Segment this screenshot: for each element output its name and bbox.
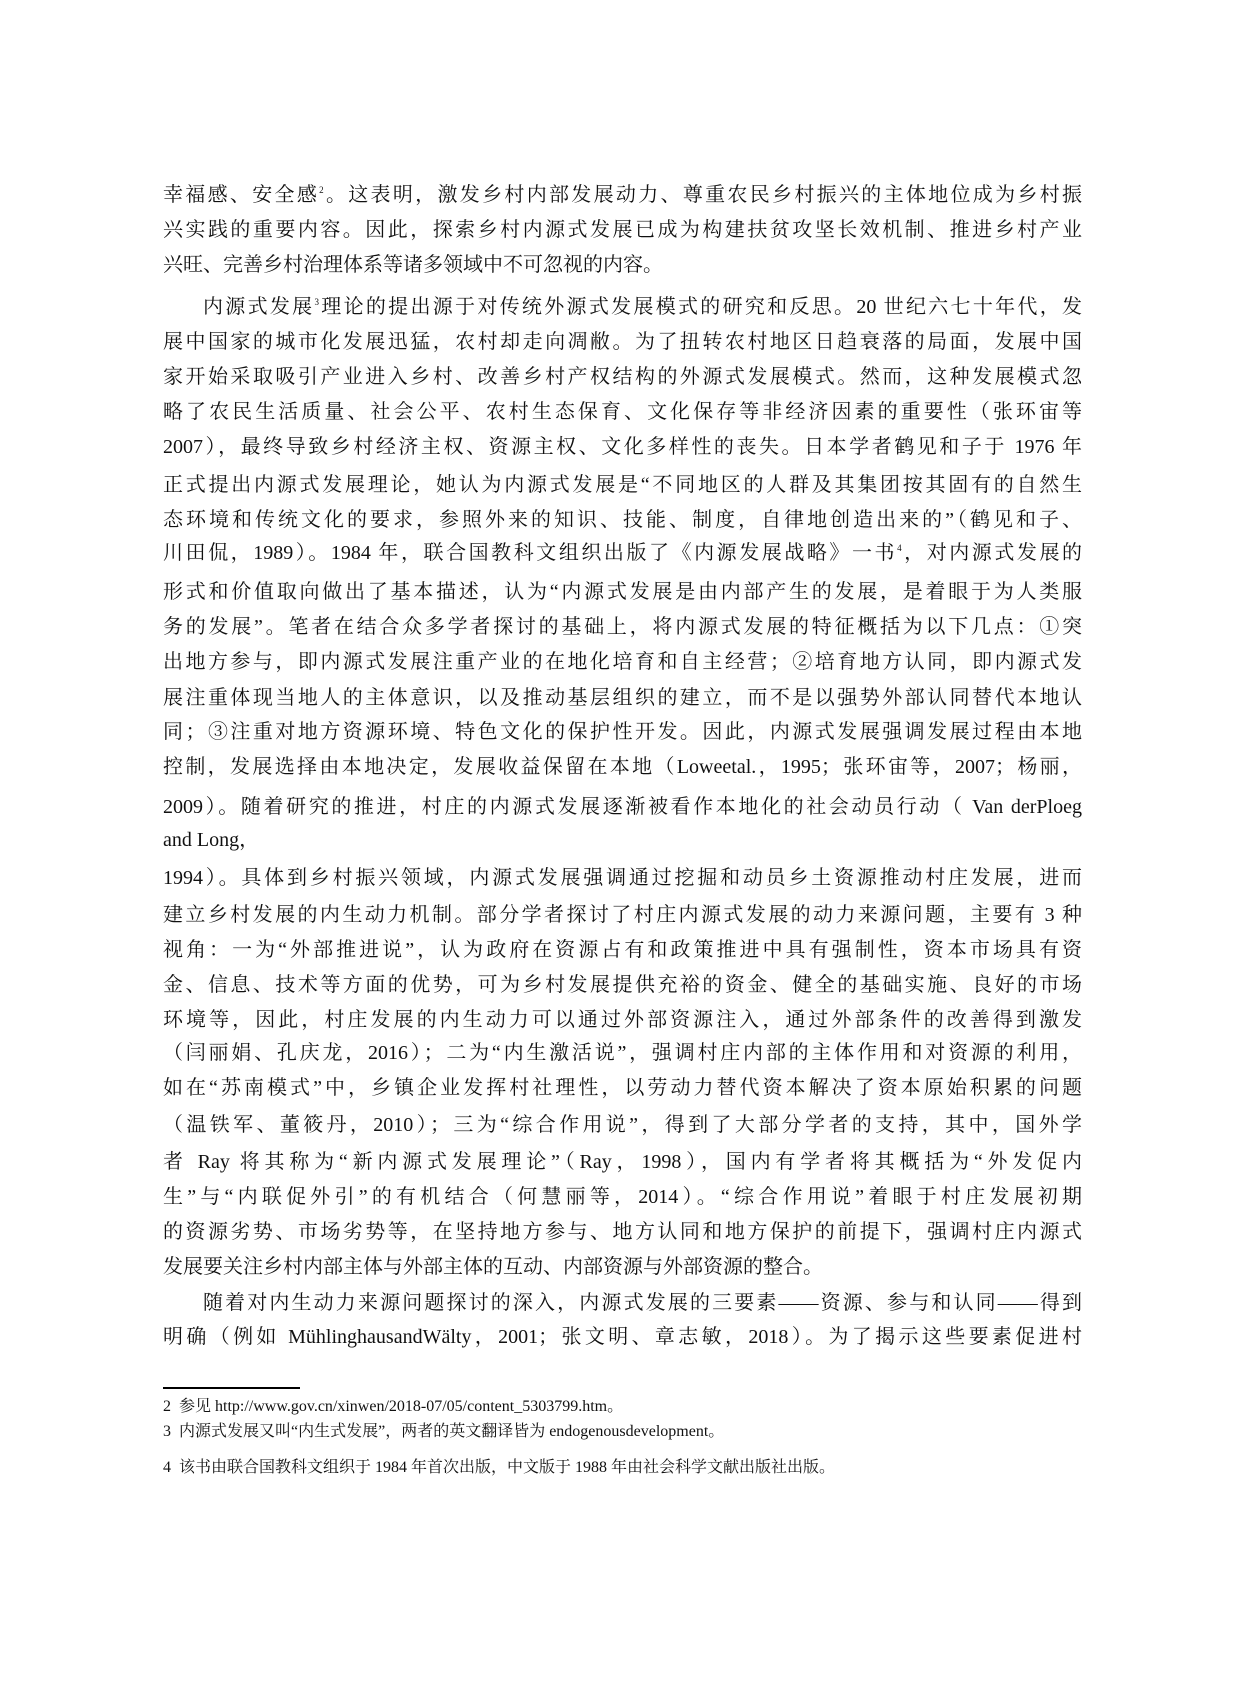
footnote-text: 参见 http://www.gov.cn/xinwen/2018-07/05/content_5303799.htm。 xyxy=(179,1398,624,1415)
line-text: 展注重体现当地人的主体意识，以及推动基层组织的建立，而不是以强势外部认同替代本地认 xyxy=(163,687,1082,709)
footnote-reference[interactable]: 4 xyxy=(897,543,902,553)
line-text: ，对内源式发展的 xyxy=(901,542,1083,564)
paragraph-2-line xyxy=(163,755,1082,779)
paragraph-2-line xyxy=(163,795,1082,819)
line-text: 的资源劣势、市场劣势等，在坚持地方参与、地方认同和地方保护的前提下，强调村庄内源式 xyxy=(163,1221,1082,1243)
footnote-reference[interactable]: 3 xyxy=(314,297,319,307)
paragraph-1-line xyxy=(163,183,1082,207)
line-text: （温铁军、董筱丹，2010）；三为“综合作用说”，得到了大部分学者的支持，其中，国外学 xyxy=(163,1114,1082,1136)
paragraph-2-line xyxy=(163,580,1082,604)
paragraph-2-line xyxy=(163,508,1082,532)
paragraph-3-line xyxy=(163,1150,1082,1174)
line-text: 家开始采取吸引产业进入乡村、改善乡村产权结构的外源式发展模式。然而，这种发展模式忽 xyxy=(163,366,1082,388)
paragraph-4-line xyxy=(203,1291,1082,1315)
line-text: 正式提出内源式发展理论，她认为内源式发展是“不同地区的人群及其集团按其固有的自然生 xyxy=(163,474,1082,496)
line-text: 略了农民生活质量、社会公平、农村生态保育、文化保存等非经济因素的重要性（张环宙等 xyxy=(163,401,1082,423)
line-text: 兴旺、完善乡村治理体系等诸多领域中不可忽视的内容。 xyxy=(163,254,663,276)
footnote-separator xyxy=(163,1387,300,1389)
paragraph-1-line xyxy=(163,218,1082,242)
paragraph-2-line xyxy=(163,720,1082,744)
footnote xyxy=(163,1397,623,1417)
line-text: 。这表明，激发乡村内部发展动力、尊重农民乡村振兴的主体地位成为乡村振 xyxy=(323,184,1083,206)
paragraph-3-line xyxy=(163,1076,1082,1100)
line-text: 理论的提出源于对传统外源式发展模式的研究和反思。20 世纪六七十年代，发 xyxy=(318,296,1083,318)
paragraph-3-line xyxy=(163,903,1082,927)
line-text: 2009）。随着研究的推进，村庄的内源式发展逐渐被看作本地化的社会动员行动（ Van derPloeg xyxy=(163,796,1082,818)
line-text: 视角：一为“外部推进说”，认为政府在资源占有和政策推进中具有强制性，资本市场具有资 xyxy=(163,939,1082,961)
line-text: 金、信息、技术等方面的优势，可为乡村发展提供充裕的资金、健全的基础实施、良好的市场 xyxy=(163,974,1082,996)
paragraph-2-line xyxy=(163,686,1082,710)
footnote-number: 2 xyxy=(163,1398,171,1415)
footnote-number: 3 xyxy=(163,1423,171,1440)
paragraph-2-line xyxy=(163,435,1082,459)
line-text: 建立乡村发展的内生动力机制。部分学者探讨了村庄内源式发展的动力来源问题，主要有 3 种 xyxy=(163,904,1082,926)
footnote-number: 4 xyxy=(163,1459,171,1476)
line-text: 展中国家的城市化发展迅猛，农村却走向凋敝。为了扭转农村地区日趋衰落的局面，发展中国 xyxy=(163,331,1082,353)
paragraph-3-line xyxy=(163,973,1082,997)
paragraph-3-line xyxy=(163,1008,1082,1032)
paragraph-3-line xyxy=(163,1220,1082,1244)
line-text: 同；③注重对地方资源环境、特色文化的保护性开发。因此，内源式发展强调发展过程由本地 xyxy=(163,721,1082,743)
line-text: 内源式发展 xyxy=(203,296,315,318)
line-text: 控制，发展选择由本地决定，发展收益保留在本地（Loweetal.，1995；张环宙等，2007；杨丽， xyxy=(163,756,1082,778)
line-text: 环境等，因此，村庄发展的内生动力可以通过外部资源注入，通过外部条件的改善得到激发 xyxy=(163,1009,1082,1031)
line-text: 幸福感、安全感 xyxy=(163,184,320,206)
paragraph-3-line xyxy=(163,938,1082,962)
line-text: 明确（例如 MühlinghausandWälty，2001；张文明、章志敏，2018）。为了揭示这些要素促进村 xyxy=(163,1326,1082,1348)
paragraph-2-line xyxy=(163,541,1082,565)
line-text: 发展要关注乡村内部主体与外部主体的互动、内部资源与外部资源的整合。 xyxy=(163,1256,823,1278)
paragraph-1-line xyxy=(163,253,1082,277)
line-text: 态环境和传统文化的要求，参照外来的知识、技能、制度，自律地创造出来的”（鹤见和子、 xyxy=(163,509,1082,531)
paragraph-3-line xyxy=(163,1041,1082,1065)
line-text: 如在“苏南模式”中，乡镇企业发挥村社理性，以劳动力替代资本解决了资本原始积累的问题 xyxy=(163,1077,1082,1099)
paragraph-2-line xyxy=(163,330,1082,354)
paragraph-2-line xyxy=(163,615,1082,639)
line-text: 生”与“内联促外引”的有机结合（何慧丽等，2014）。“综合作用说”着眼于村庄发展初期 xyxy=(163,1186,1082,1208)
paragraph-4-line xyxy=(163,1325,1082,1349)
paragraph-2-line xyxy=(163,650,1082,674)
line-text: 2007），最终导致乡村经济主权、资源主权、文化多样性的丧失。日本学者鹤见和子于 1976 年 xyxy=(163,436,1082,458)
paragraph-3-line xyxy=(163,1255,1082,1279)
line-text: 川田侃，1989）。1984 年，联合国教科文组织出版了《内源发展战略》一书 xyxy=(163,542,898,564)
paragraph-2-line xyxy=(163,400,1082,424)
footnote-text: 该书由联合国教科文组织于 1984 年首次出版，中文版于 1988 年由社会科学文献出版社出版。 xyxy=(179,1459,836,1476)
line-text: 出地方参与，即内源式发展注重产业的在地化培育和自主经营；②培育地方认同，即内源式发 xyxy=(163,651,1082,673)
footnote xyxy=(163,1422,724,1442)
footnote-text: 内源式发展又叫“内生式发展”，两者的英文翻译皆为 endogenousdevelopment。 xyxy=(179,1423,725,1440)
paragraph-2-line xyxy=(163,473,1082,497)
paragraph-3-line xyxy=(163,1113,1082,1137)
paragraph-3-line xyxy=(163,866,1082,890)
line-text: 随着对内生动力来源问题探讨的深入，内源式发展的三要素——资源、参与和认同——得到 xyxy=(203,1292,1082,1314)
paragraph-2-line xyxy=(163,365,1082,389)
line-text: （闫丽娟、孔庆龙，2016）；二为“内生激活说”，强调村庄内部的主体作用和对资源的利用， xyxy=(163,1042,1082,1064)
line-text: and Long， xyxy=(163,829,260,851)
footnote xyxy=(163,1458,835,1478)
line-text: 务的发展”。笔者在结合众多学者探讨的基础上，将内源式发展的特征概括为以下几点：①突 xyxy=(163,616,1082,638)
line-text: 1994）。具体到乡村振兴领域，内源式发展强调通过挖掘和动员乡土资源推动村庄发展，进而 xyxy=(163,867,1082,889)
line-text: 形式和价值取向做出了基本描述，认为“内源式发展是由内部产生的发展，是着眼于为人类服 xyxy=(163,581,1082,603)
paragraph-2-line xyxy=(203,295,1082,319)
paragraph-3-line xyxy=(163,1185,1082,1209)
line-text: 者 Ray 将其称为“新内源式发展理论”（Ray，1998），国内有学者将其概括为“外发促内 xyxy=(163,1151,1082,1173)
paragraph-2-line xyxy=(163,828,1082,852)
line-text: 兴实践的重要内容。因此，探索乡村内源式发展已成为构建扶贫攻坚长效机制、推进乡村产业 xyxy=(163,219,1082,241)
footnote-reference[interactable]: 2 xyxy=(319,185,324,195)
